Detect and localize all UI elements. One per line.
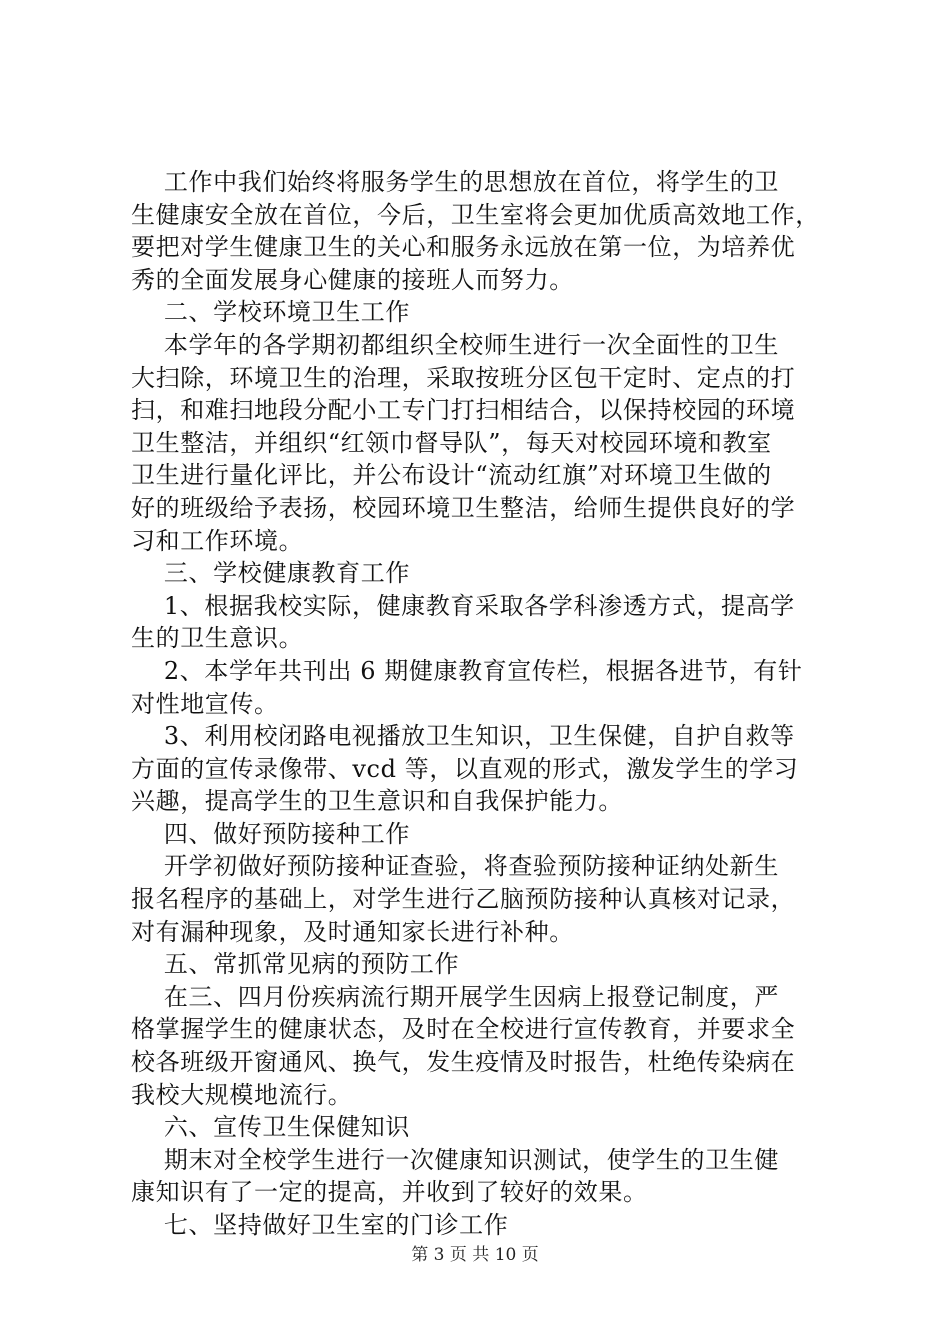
text-line: 兴趣，提高学生的卫生意识和自我保护能力。	[131, 787, 623, 816]
document-body	[131, 166, 831, 1242]
section-heading: 四、做好预防接种工作	[131, 819, 410, 848]
text-line: 工作中我们始终将服务学生的思想放在首位，将学生的卫	[131, 168, 779, 196]
text-line: 大扫除，环境卫生的治理，采取按班分区包干定时、定点的打	[131, 363, 796, 392]
text-line: 康知识有了一定的提高，并收到了较好的效果。	[131, 1178, 648, 1207]
section-heading: 七、坚持做好卫生室的门诊工作	[131, 1211, 509, 1239]
text-line: 期末对全校学生进行一次健康知识测试，使学生的卫生健	[131, 1145, 779, 1174]
text-line: 方面的宣传录像带、vcd 等，以直观的形式，激发学生的学习	[131, 754, 799, 783]
text-line: 校各班级开窗通风、换气，发生疫情及时报告，杜绝传染病在	[131, 1048, 796, 1077]
text-line: 扫，和难扫地段分配小工专门打扫相结合，以保持校园的环境	[131, 396, 796, 425]
section-heading: 三、学校健康教育工作	[131, 559, 410, 588]
text-line: 要把对学生健康卫生的关心和服务永远放在第一位，为培养优	[131, 233, 796, 262]
text-line: 生健康安全放在首位，今后，卫生室将会更加优质高效地工作，	[131, 200, 820, 229]
section-heading: 二、学校环境卫生工作	[131, 298, 410, 327]
text-line: 卫生进行量化评比，并公布设计“流动红旗”对环境卫生做的	[131, 461, 772, 490]
text-line: 生的卫生意识。	[131, 624, 304, 653]
text-line: 好的班级给予表扬，校园环境卫生整洁，给师生提供良好的学	[131, 493, 796, 522]
text-line: 对有漏种现象，及时通知家长进行补种。	[131, 917, 574, 946]
text-line: 我校大规模地流行。	[131, 1080, 353, 1109]
text-line: 2、本学年共刊出 6 期健康教育宣传栏，根据各进节，有针	[131, 656, 803, 685]
text-line: 对性地宣传。	[131, 689, 279, 718]
page-number-footer: 第 3 页 共 10 页	[411, 1245, 539, 1265]
text-line: 本学年的各学期初都组织全校师生进行一次全面性的卫生	[131, 330, 779, 359]
text-line: 习和工作环境。	[131, 526, 304, 555]
text-line: 在三、四月份疾病流行期开展学生因病上报登记制度，严	[131, 982, 779, 1011]
text-line: 格掌握学生的健康状态，及时在全校进行宣传教育，并要求全	[131, 1015, 796, 1044]
text-line: 开学初做好预防接种证查验，将查验预防接种证纳处新生	[131, 852, 779, 881]
text-line: 秀的全面发展身心健康的接班人而努力。	[131, 265, 574, 294]
text-line: 3、利用校闭路电视播放卫生知识，卫生保健，自护自救等	[131, 722, 795, 751]
text-line: 1、根据我校实际，健康教育采取各学科渗透方式，提高学	[131, 591, 795, 620]
text-line: 报名程序的基础上，对学生进行乙脑预防接种认真核对记录，	[131, 885, 796, 914]
text-line: 卫生整洁，并组织“红领巾督导队”，每天对校园环境和教室	[131, 428, 772, 457]
section-heading: 五、常抓常见病的预防工作	[131, 950, 460, 979]
section-heading: 六、宣传卫生保健知识	[131, 1113, 410, 1142]
